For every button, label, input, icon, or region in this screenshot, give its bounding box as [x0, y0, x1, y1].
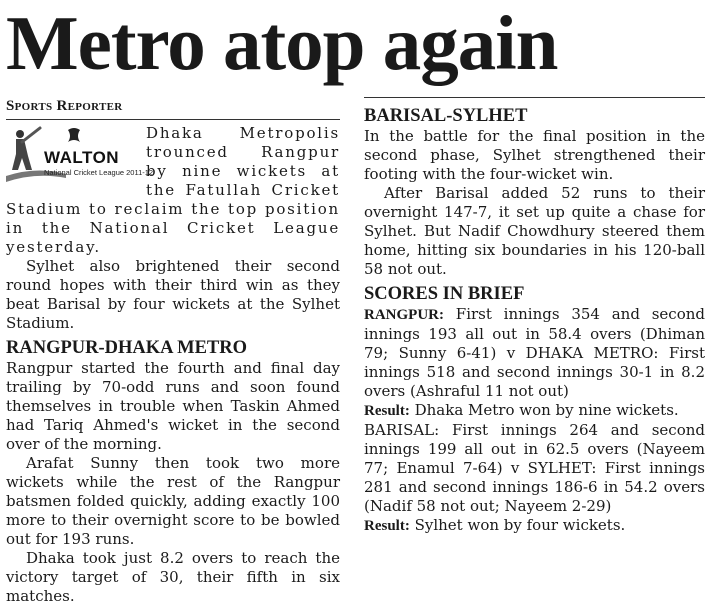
logo-subtitle: National Cricket League 2011-12: [44, 168, 154, 177]
result-text: Sylhet won by four wickets.: [409, 516, 626, 534]
score-text: First innings 354 and second innings 193 all out in 58.4 overs (Dhiman 79; Sunny 6-41) v DHAKA METRO: First innings 518 and second innings 30-1 in 8.2 overs (Ashraful 11 not out): [364, 305, 705, 400]
score-rangpur-dhaka: [364, 305, 705, 401]
result-label: Result:: [364, 518, 410, 534]
right-column: [364, 97, 705, 536]
body-paragraph-3: Dhaka took just 8.2 overs to reach the victory target of 30, their fifth in six matches.: [6, 549, 340, 605]
result-barisal-sylhet: [364, 516, 705, 536]
intro-paragraph-1: Dhaka Metropolis trounced Rangpur by nine wickets at the Fatullah Cricket Stadium to reclaim the top position in the National Cricket League yesterday.: [6, 124, 340, 256]
headline: Metro atop again: [6, 0, 558, 86]
byline: Sports Reporter: [6, 98, 123, 114]
result-label: Result:: [364, 403, 410, 419]
score-barisal-sylhet: BARISAL: First innings 264 and second innings 199 all out in 62.5 overs (Nayeem 77; Enamul 7-64) v SYLHET: First innings 281 and second innings 186-6 in 54.2 overs (Nadif 58 not out; Nayeem 2-29): [364, 421, 705, 515]
right-paragraph-1: In the battle for the final position in the second phase, Sylhet strengthened their footing with the four-wicket win.: [364, 127, 705, 183]
subhead-rangpur-dhaka: RANGPUR-DHAKA METRO: [6, 338, 248, 358]
subhead-scores: SCORES IN BRIEF: [364, 284, 525, 304]
result-rangpur-dhaka: [364, 401, 705, 421]
body-paragraph-1: Rangpur started the fourth and final day trailing by 70-odd runs and soon found themselves in trouble when Taskin Ahmed had Tariq Ahmed's wicket in the second over of the morning.: [6, 359, 340, 453]
right-paragraph-2: After Barisal added 52 runs to their overnight 147-7, it set up quite a chase for Sylhet. But Nadif Chowdhury steered them home, hitting six boundaries in his 120-ball 58 not out.: [364, 184, 705, 278]
subhead-barisal-sylhet: BARISAL-SYLHET: [364, 106, 528, 126]
logo-brand: WALTON: [44, 148, 120, 167]
rule-right: [364, 97, 705, 98]
walton-logo: [6, 126, 154, 184]
score-team-label: RANGPUR:: [364, 307, 444, 323]
intro-paragraph-2: Sylhet also brightened their second round hopes with their third win as they beat Barisal by four wickets at the Sylhet Stadium.: [6, 257, 340, 332]
left-column: [6, 97, 340, 606]
result-text: Dhaka Metro won by nine wickets.: [409, 401, 679, 419]
body-paragraph-2: Arafat Sunny then took two more wickets while the rest of the Rangpur batsmen folded quickly, adding exactly 100 more to their overnight score to be bowled out for 193 runs.: [6, 454, 340, 548]
